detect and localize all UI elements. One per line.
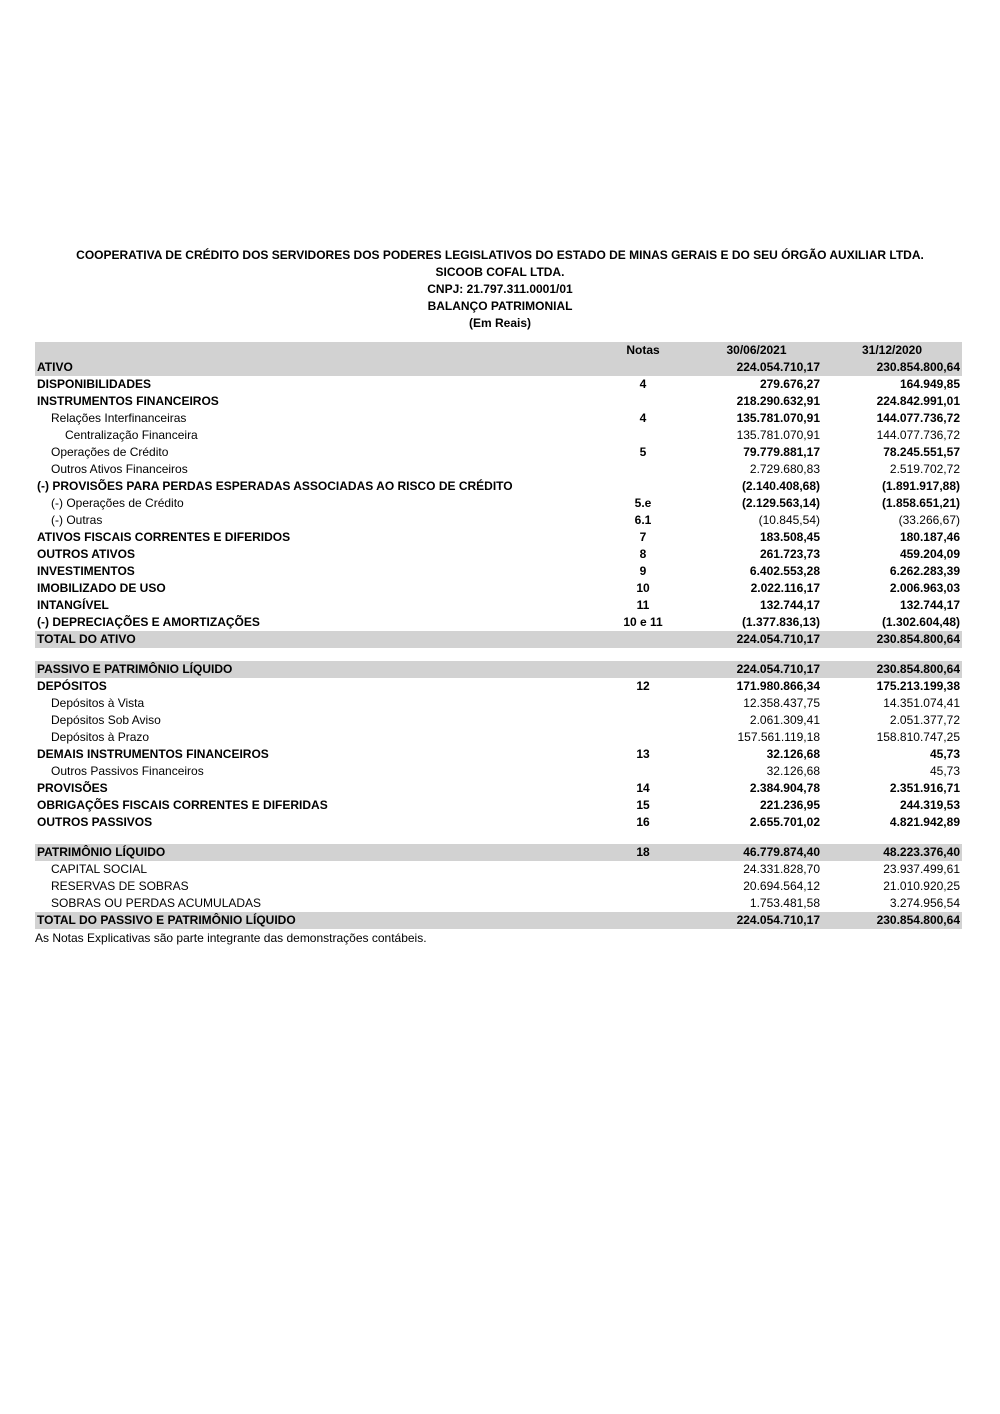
table-row [35,410,962,427]
row-label: INSTRUMENTOS FINANCEIROS [37,394,219,408]
row-value-period-1: 135.781.070,91 [736,411,820,425]
row-value-period-2: 23.937.499,61 [883,862,960,876]
row-nota: 7 [639,530,647,544]
row-label: Depósitos à Prazo [51,730,150,744]
table-row [35,797,962,814]
table-row [35,478,962,495]
row-nota [595,461,691,478]
trade-name: SICOOB COFAL LTDA. [435,265,565,279]
row-label: OUTROS ATIVOS [37,547,136,561]
row-label: Depósitos Sob Aviso [51,713,161,727]
row-nota: 18 [595,844,691,861]
row-nota: 6.1 [634,513,652,527]
table-row [35,427,962,444]
row-value-period-1: 20.694.564,12 [743,879,820,893]
row-value-period-2: 144.077.736,72 [876,428,960,442]
table-row [35,529,962,546]
company-name: COOPERATIVA DE CRÉDITO DOS SERVIDORES DOS PODERES LEGISLATIVOS DO ESTADO DE MINAS GERAIS E DO SEU ÓRGÃO AUXILIAR LTDA. [76,248,924,262]
row-nota [595,661,691,678]
statement-title: BALANÇO PATRIMONIAL [427,299,573,313]
table-row [35,678,962,695]
row-label: Centralização Financeira [65,428,198,442]
row-value-period-2: 224.842.991,01 [876,394,960,408]
row-nota [595,631,691,648]
row-value-period-2: 230.854.800,64 [822,912,962,929]
row-value-period-1: 221.236,95 [759,798,820,812]
row-value-period-1: 1.753.481,58 [749,896,820,910]
row-value-period-1: 171.980.866,34 [736,679,820,693]
row-nota: 10 [636,581,650,595]
spacer-row [35,648,962,661]
table-row [35,376,962,393]
row-nota [595,393,691,410]
currency-note: (Em Reais) [468,316,532,330]
row-value-period-2: (33.266,67) [898,513,960,527]
table-row [35,695,962,712]
row-value-period-2: 144.077.736,72 [876,411,960,425]
cnpj-line: CNPJ: 21.797.311.0001/01 [427,282,573,296]
row-label: Depósitos à Vista [51,696,145,710]
row-value-period-1: 183.508,45 [759,530,820,544]
header-label-cell [35,342,595,359]
row-value-period-2: 2.351.916,71 [889,781,960,795]
row-value-period-1: 261.723,73 [759,547,820,561]
row-label: Relações Interfinanceiras [51,411,187,425]
row-value-period-1: 2.384.904,78 [749,781,820,795]
row-label: PASSIVO E PATRIMÔNIO LÍQUIDO [35,661,595,678]
row-nota [595,359,691,376]
row-nota: 12 [636,679,650,693]
table-row [35,661,962,678]
row-label: RESERVAS DE SOBRAS [51,879,189,893]
row-label: TOTAL DO PASSIVO E PATRIMÔNIO LÍQUIDO [35,912,595,929]
header-period-1: 30/06/2021 [691,342,822,359]
table-row [35,814,962,831]
table-row [35,546,962,563]
row-nota: 8 [639,547,647,561]
row-value-period-1: 279.676,27 [759,377,820,391]
table-row [35,861,962,878]
header-notas-column: Notas [595,342,691,359]
table-row [35,844,962,861]
table-header-row [35,342,962,359]
row-value-period-2: 158.810.747,25 [876,730,960,744]
row-value-period-2: 45,73 [929,764,960,778]
row-value-period-2: 164.949,85 [899,377,960,391]
row-value-period-2: 2.006.963,03 [889,581,960,595]
row-nota: 11 [636,598,650,612]
row-value-period-1: 135.781.070,91 [736,428,820,442]
row-value-period-1: 2.729.680,83 [749,462,820,476]
table-row [35,746,962,763]
row-value-period-2: 4.821.942,89 [889,815,960,829]
table-row [35,512,962,529]
table-row [35,597,962,614]
row-label: ATIVO [35,359,595,376]
row-nota [595,763,691,780]
row-label: TOTAL DO ATIVO [35,631,595,648]
row-label: IMOBILIZADO DE USO [37,581,166,595]
row-nota [595,878,691,895]
table-row [35,712,962,729]
row-nota: 16 [636,815,650,829]
footnote: As Notas Explicativas são parte integrante das demonstrações contábeis. [35,931,427,945]
header-period-2: 31/12/2020 [822,342,962,359]
row-value-period-2: 48.223.376,40 [822,844,962,861]
row-value-period-2: 459.204,09 [899,547,960,561]
row-nota: 9 [639,564,647,578]
row-label: OUTROS PASSIVOS [37,815,153,829]
row-value-period-2: (1.858.651,21) [881,496,960,510]
table-row [35,444,962,461]
row-nota: 5 [639,445,647,459]
balance-sheet-table [35,342,962,929]
row-nota [595,695,691,712]
row-value-period-1: 132.744,17 [759,598,820,612]
row-nota [595,729,691,746]
table-row [35,461,962,478]
row-value-period-1: 157.561.119,18 [737,730,820,744]
row-value-period-1: 24.331.828,70 [743,862,820,876]
row-value-period-2: 78.245.551,57 [883,445,960,459]
row-value-period-1: 79.779.881,17 [743,445,820,459]
spacer-cell [35,831,962,844]
row-label: SOBRAS OU PERDAS ACUMULADAS [51,896,262,910]
table-row [35,631,962,648]
table-row [35,580,962,597]
row-value-period-1: 224.054.710,17 [691,631,822,648]
row-label: DEMAIS INSTRUMENTOS FINANCEIROS [37,747,269,761]
row-value-period-1: 224.054.710,17 [691,912,822,929]
row-label: DEPÓSITOS [37,679,107,693]
table-row [35,729,962,746]
row-nota: 13 [636,747,650,761]
row-label: (-) Operações de Crédito [51,496,184,510]
row-label: PATRIMÔNIO LÍQUIDO [35,844,595,861]
row-value-period-1: 32.126,68 [766,764,820,778]
row-value-period-2: 2.519.702,72 [889,462,960,476]
row-value-period-1: 224.054.710,17 [691,359,822,376]
row-nota: 10 e 11 [623,615,663,629]
row-label: CAPITAL SOCIAL [51,862,148,876]
table-row [35,614,962,631]
row-value-period-1: (2.129.563,14) [741,496,820,510]
row-label: DISPONIBILIDADES [37,377,152,391]
table-row [35,912,962,929]
row-nota: 4 [639,411,647,425]
row-label: Outros Ativos Financeiros [51,462,188,476]
row-value-period-1: 2.655.701,02 [749,815,820,829]
row-value-period-1: 2.022.116,17 [750,581,820,595]
row-nota [595,712,691,729]
row-value-period-1: 2.061.309,41 [749,713,820,727]
row-label: Outros Passivos Financeiros [51,764,204,778]
row-value-period-2: (1.302.604,48) [881,615,960,629]
table-row [35,495,962,512]
row-nota: 5.e [634,496,652,510]
row-value-period-2: 21.010.920,25 [883,879,960,893]
table-row [35,895,962,912]
row-value-period-2: 175.213.199,38 [876,679,960,693]
table-row [35,878,962,895]
row-value-period-1: 218.290.632,91 [736,394,820,408]
row-value-period-2: 14.351.074,41 [883,696,960,710]
row-nota: 4 [639,377,647,391]
row-label: INTANGÍVEL [37,598,109,612]
row-label: Operações de Crédito [51,445,169,459]
row-value-period-2: 230.854.800,64 [822,631,962,648]
table-body [35,359,962,929]
row-value-period-1: 12.358.437,75 [743,696,820,710]
row-nota [595,861,691,878]
row-value-period-1: (1.377.836,13) [741,615,820,629]
row-value-period-2: 230.854.800,64 [822,359,962,376]
row-value-period-2: 45,73 [929,747,960,761]
row-label: PROVISÕES [37,781,108,795]
row-label: (-) PROVISÕES PARA PERDAS ESPERADAS ASSOCIADAS AO RISCO DE CRÉDITO [37,479,513,493]
table-row [35,563,962,580]
row-value-period-1: 46.779.874,40 [691,844,822,861]
document-header [0,247,1000,332]
row-label: (-) Outras [51,513,103,527]
row-value-period-2: 244.319,53 [899,798,960,812]
row-nota [595,427,691,444]
table-row [35,393,962,410]
row-value-period-1: 224.054.710,17 [691,661,822,678]
row-label: OBRIGAÇÕES FISCAIS CORRENTES E DIFERIDAS [37,798,328,812]
row-value-period-2: 132.744,17 [899,598,960,612]
row-nota [595,895,691,912]
row-label: (-) DEPRECIAÇÕES E AMORTIZAÇÕES [37,615,260,629]
row-value-period-2: 230.854.800,64 [822,661,962,678]
table-row [35,763,962,780]
row-nota: 15 [636,798,650,812]
row-value-period-2: 6.262.283,39 [889,564,960,578]
row-value-period-1: (10.845,54) [758,513,820,527]
row-value-period-1: (2.140.408,68) [741,479,820,493]
table-row [35,359,962,376]
row-label: ATIVOS FISCAIS CORRENTES E DIFERIDOS [37,530,291,544]
spacer-row [35,831,962,844]
row-nota [595,478,691,495]
balance-sheet [35,342,962,946]
row-nota [595,912,691,929]
row-nota: 14 [636,781,650,795]
row-value-period-1: 6.402.553,28 [749,564,820,578]
table-row [35,780,962,797]
row-value-period-2: 3.274.956,54 [889,896,960,910]
row-value-period-2: 180.187,46 [899,530,960,544]
row-value-period-1: 32.126,68 [766,747,820,761]
row-label: INVESTIMENTOS [37,564,135,578]
row-value-period-2: (1.891.917,88) [881,479,960,493]
row-value-period-2: 2.051.377,72 [889,713,960,727]
spacer-cell [35,648,962,661]
